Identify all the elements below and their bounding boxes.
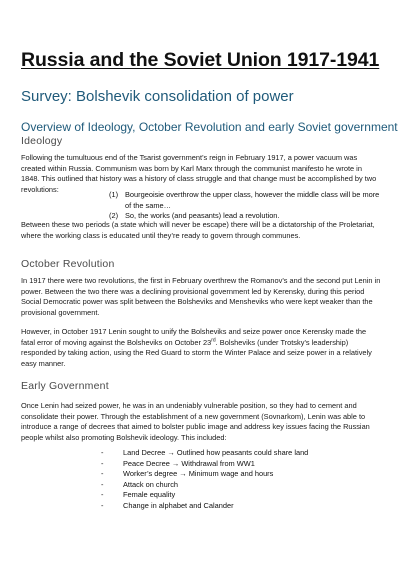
ideology-heading: Ideology <box>21 135 63 147</box>
overview-heading: Overview of Ideology, October Revolution and early Soviet government <box>21 120 398 134</box>
ideology-paragraph-2: Between these two periods (a state which will never be escape) there will be a dictatorship of the Proletariat, where the working class is educated until they’re ready to govern through communes. <box>21 220 375 240</box>
october-heading: October Revolution <box>21 258 115 270</box>
page-title: Russia and the Soviet Union 1917-1941 <box>21 49 380 71</box>
list-item: - Female equality <box>101 490 176 499</box>
decree-list <box>21 448 381 511</box>
list-item: (1) Bourgeoisie overthrow the upper class, however the middle class will be more of the same… <box>109 190 380 210</box>
october-paragraph: In 1917 there were two revolutions, the first in February overthrew the Romanov’s and the second put Lenin in power. Between the two there was a declining provisional government led by Kerensky, during this period Social Democratic power was split between the Bolsheviks and Mensheviks who were kept weaker than the provisional government. <box>21 276 381 317</box>
list-item: - Peace Decree → Withdrawal from WW1 <box>101 458 255 468</box>
october-paragraph-2: However, in October 1917 Lenin sought to unify the Bolsheviks and seize power once Kerensky made the fatal error of moving against the Bolsheviks on October 23rd. Bolsheviks (under Trotsky’s leadership) responded by taking action, using the Red Guard to storm the Winter Palace and seize power in a relatively easy manner. <box>21 327 372 368</box>
list-item: - Worker’s degree → Minimum wage and hours <box>101 469 274 478</box>
early-government-heading: Early Government <box>21 380 109 392</box>
early-government-paragraph: Once Lenin had seized power, he was in an undeniably vulnerable position, so they had to cement and consolidate their power. Through the establishment of a new government (Sovnarkom), Lenin was able to introduce a range of decrees that aimed to bolster public image and address key issues facing the Russian people whilst also promoting Bolshevik ideology. This included: <box>21 401 370 442</box>
list-item: - Attack on church <box>101 479 179 489</box>
revolution-list <box>21 190 381 222</box>
list-item: (2) So, the works (and peasants) lead a revolution. <box>109 211 280 220</box>
list-item: - Change in alphabet and Calander <box>101 500 234 510</box>
ideology-paragraph: Following the tumultuous end of the Tsarist government’s reign in February 1917, a power vacuum was created within Russia. Communism was born by Karl Marx through the communist manifesto he wrote in 1848. This outlined that history was a history of class struggle and that change must be accomplished by two revolutions: <box>21 153 377 194</box>
list-item: - Land Decree → Outlined how peasants could share land <box>101 448 309 457</box>
survey-heading: Survey: Bolshevik consolidation of power <box>21 88 294 105</box>
